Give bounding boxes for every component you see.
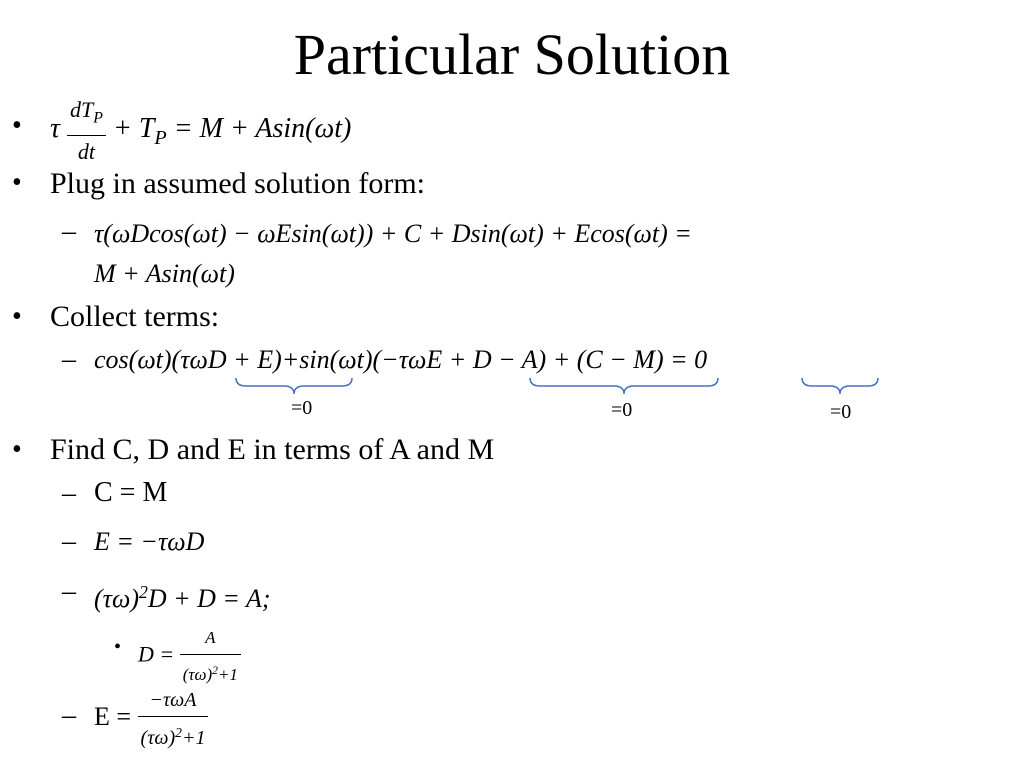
bullet-marker: • bbox=[12, 434, 22, 465]
e-formula-den-post: +1 bbox=[181, 726, 206, 749]
d-eq-post: D + D = A; bbox=[147, 583, 271, 613]
underbrace-3 bbox=[802, 378, 878, 394]
dash-marker: – bbox=[62, 576, 76, 607]
collected-terms-equation: cos(ωt)(τωD + E)+sin(ωt)(−τωE + D − A) + (C − M) = 0 bbox=[94, 345, 708, 374]
brace-label-2: =0 bbox=[611, 399, 633, 421]
bullet-collect-terms: Collect terms: bbox=[50, 300, 220, 333]
e-formula-lhs: E = bbox=[94, 701, 132, 731]
d-eq-sup: 2 bbox=[138, 582, 148, 602]
bullet-plug-in: Plug in assumed solution form: bbox=[50, 167, 425, 200]
sub-bullet-marker: • bbox=[114, 636, 122, 658]
result-e-relation: E = −τωD bbox=[94, 527, 205, 556]
e-formula-den-sup: 2 bbox=[175, 725, 182, 740]
bullet-marker: • bbox=[12, 301, 22, 332]
e-formula-fraction bbox=[138, 684, 209, 754]
dash-marker: – bbox=[62, 700, 76, 731]
underbrace-2 bbox=[530, 378, 718, 394]
underbrace-1 bbox=[236, 378, 352, 394]
d-formula-den-post: +1 bbox=[217, 664, 238, 684]
e-formula-numerator: −τωA bbox=[138, 684, 209, 717]
eq-rhs: = M + Asin(ωt) bbox=[166, 113, 352, 145]
frac-numerator-sub: P bbox=[93, 109, 103, 127]
result-c: C = M bbox=[94, 477, 168, 508]
eq-term-tp: + T bbox=[112, 113, 155, 145]
dash-marker: – bbox=[62, 216, 76, 247]
result-e-formula bbox=[94, 684, 208, 754]
bullet-marker: • bbox=[12, 167, 22, 198]
dash-marker: – bbox=[62, 478, 76, 509]
d-formula-den-pre: (τω) bbox=[182, 664, 213, 684]
result-d-equation bbox=[94, 576, 271, 615]
result-d-formula bbox=[138, 622, 241, 691]
dash-marker: – bbox=[62, 526, 76, 557]
d-formula-den-sup: 2 bbox=[212, 664, 218, 677]
eq-term-tp-sub: P bbox=[154, 127, 167, 150]
frac-numerator: dT bbox=[70, 97, 94, 122]
substituted-equation-line2: M + Asin(ωt) bbox=[94, 259, 235, 288]
d-formula-lhs: D = bbox=[138, 641, 175, 667]
d-eq-pre: (τω) bbox=[94, 583, 139, 613]
substituted-equation-line1: τ(ωDcos(ωt) − ωEsin(ωt)) + C + Dsin(ωt) + Ecos(ωt) = bbox=[94, 219, 692, 248]
e-formula-den-pre: (τω) bbox=[140, 726, 176, 749]
bullet-marker: • bbox=[12, 110, 22, 141]
brace-label-3: =0 bbox=[830, 401, 852, 423]
tau-symbol: τ bbox=[50, 113, 61, 145]
d-formula-fraction bbox=[180, 622, 241, 691]
dash-marker: – bbox=[62, 344, 76, 375]
bullet-find-cde: Find C, D and E in terms of A and M bbox=[50, 433, 495, 466]
brace-label-1: =0 bbox=[291, 397, 313, 419]
slide-title: Particular Solution bbox=[293, 22, 731, 87]
frac-denominator: dt bbox=[77, 138, 96, 164]
d-formula-numerator: A bbox=[180, 622, 241, 655]
